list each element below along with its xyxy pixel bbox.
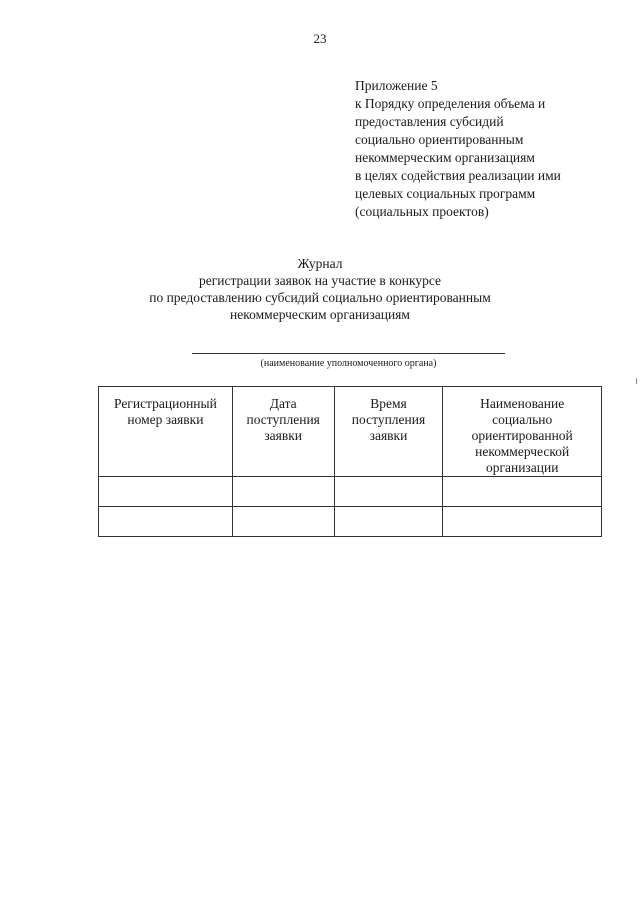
appendix-line: (социальных проектов) [355,204,489,219]
table-header-row [99,387,602,477]
table-cell [99,477,233,507]
appendix-line: Приложение 5 [355,78,438,93]
header-text: Дата [269,396,297,411]
appendix-line: к Порядку определения объема и [355,96,546,111]
table-cell [443,477,602,507]
header-text: некоммерческой [475,444,570,459]
header-text: организации [485,460,559,475]
document-title [0,255,640,323]
header-text: поступления [246,412,320,427]
table-cell [334,477,443,507]
authority-name-underline [192,353,505,354]
header-text: социально [492,412,553,427]
title-line: Журнал [297,256,343,271]
table-cell [232,477,334,507]
appendix-line: целевых социальных программ [355,186,536,201]
header-text: заявки [369,428,408,443]
header-receipt-date [232,387,334,477]
appendix-line: в целях содействия реализации ими [355,168,561,183]
header-text: ориентированной [471,428,573,443]
authority-caption: (наименование уполномоченного органа) [260,358,437,369]
appendix-reference [355,77,625,221]
table-cell [99,507,233,537]
registration-journal-table [98,386,602,537]
header-text: Наименование [480,396,565,411]
header-text: номер заявки [127,412,204,427]
appendix-line: предоставления субсидий [355,114,504,129]
table-cell [443,507,602,537]
page-number: 23 [313,31,327,46]
scan-mark [636,378,637,384]
appendix-line: социально ориентированным [355,132,524,147]
header-text: Время [370,396,407,411]
header-organization-name [443,387,602,477]
header-receipt-time [334,387,443,477]
title-line: по предоставлению субсидий социально ориентированным [149,290,491,305]
table-cell [232,507,334,537]
header-text: заявки [264,428,303,443]
table-row [99,477,602,507]
title-line: некоммерческим организациям [230,307,410,322]
header-text: поступления [351,412,426,427]
appendix-line: некоммерческим организациям [355,150,535,165]
header-registration-number [99,387,233,477]
title-line: регистрации заявок на участие в конкурсе [198,273,442,288]
table-cell [334,507,443,537]
header-text: Регистрационный [113,396,217,411]
table-row [99,507,602,537]
